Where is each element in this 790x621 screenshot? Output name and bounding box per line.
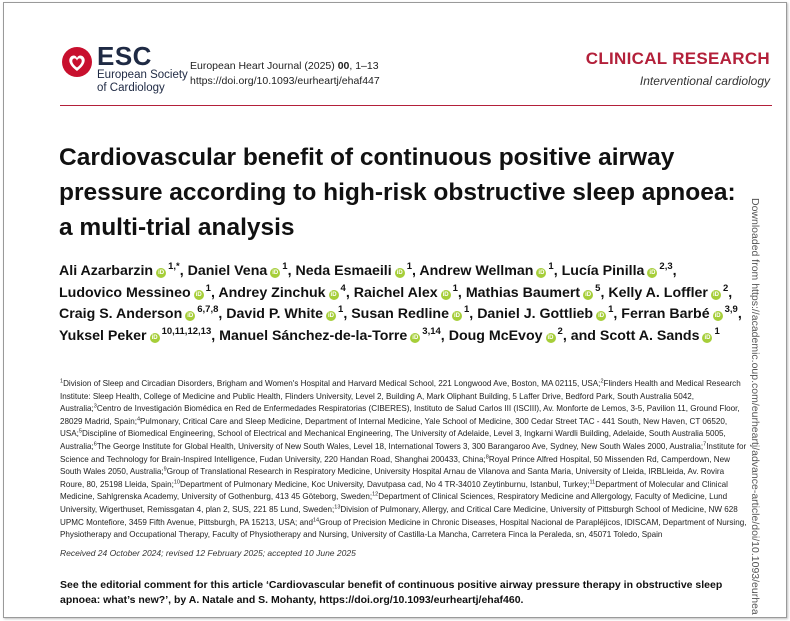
header-rule	[60, 105, 772, 106]
orcid-icon[interactable]: iD	[195, 291, 202, 298]
affiliation-number: 14	[313, 516, 320, 523]
author-affiliation-ref: 1	[714, 325, 720, 337]
author-separator: ,	[345, 284, 350, 301]
author-separator: ,	[287, 263, 292, 279]
affiliation-number: 8	[485, 453, 489, 460]
author	[562, 263, 677, 279]
orcid-icon[interactable]: iD	[412, 334, 419, 341]
author-affiliation-ref: 1	[338, 304, 344, 316]
orcid-icon[interactable]: iD	[598, 313, 605, 319]
article-section	[586, 49, 770, 88]
author-name: Daniel Vena	[187, 263, 268, 279]
section-subtype: Interventional cardiology	[639, 74, 770, 88]
orcid-icon[interactable]: iD	[453, 313, 460, 319]
author-affiliation-ref: 3,14	[422, 325, 441, 337]
affiliation-number: 11	[589, 479, 596, 486]
author-separator: ,	[737, 306, 742, 322]
author-name: David P. White	[226, 306, 324, 322]
affiliation-number: 9	[163, 466, 167, 473]
author	[295, 263, 415, 279]
author	[226, 306, 347, 322]
affiliations	[60, 378, 750, 542]
author	[608, 282, 733, 301]
author	[448, 325, 596, 344]
affiliation-number: 2	[600, 378, 604, 385]
orcid-icon[interactable]: iD	[396, 270, 403, 276]
affiliation-text: Division of Pulmonary, Allergy, and Critical Care Medicine, University of Pittsburgh School of Medicine, NW 628 UPMC Montefiore, 3459 Fifth Avenue, Pittsburgh, PA 15213, USA; and	[60, 504, 738, 527]
esc-abbr: ESC	[97, 41, 152, 71]
journal-volume: 00	[337, 60, 350, 72]
author	[59, 306, 222, 322]
author-name: Daniel J. Gottlieb	[477, 306, 594, 322]
orcid-icon[interactable]: iD	[538, 270, 545, 276]
author	[188, 263, 292, 279]
author-separator: ,	[179, 263, 184, 279]
author-name: Ludovico Messineo	[59, 284, 191, 301]
affiliation-number: 7	[703, 441, 707, 448]
affiliation-text: Centro de Investigación Biomédica en Red de Enfermedades Respiratorias (CIBERES), Instituto de Salud Carlos III (ISCIII), Av. Monforte de Lemos, 3-5, Pavilion 11, Ground Floor, 28029 Madrid, Spain;	[60, 404, 740, 426]
author-separator: ,	[553, 263, 558, 279]
affiliation-number: 4	[136, 416, 141, 423]
affiliation-text: Institute for Science and Technology for Brain-Inspired Intelligence, Fudan University, 220 Handan Road, Shanghai 200433, China;	[60, 441, 747, 464]
author-name: Craig S. Anderson	[59, 306, 183, 322]
author-affiliation-ref: 3,9	[724, 304, 738, 316]
journal-pages: , 1–13	[349, 60, 379, 72]
affiliation-text: Group of Translational Research in Respiratory Medicine, University Hospital Arnau de Vilanova and Santa Maria, University of Lleida, IRBLleida, Av. Rovira Roure, 80, 25198 Lleida, Spain;	[60, 467, 725, 489]
author-affiliation-ref: 1	[548, 261, 554, 273]
affiliation-text: Royal Prince Alfred Hospital, 50 Missenden Rd, Camperdown, New South Wales 2050, Australia;	[60, 454, 730, 477]
author-separator: ,	[343, 306, 348, 322]
author-separator: ,	[457, 284, 462, 301]
author	[59, 325, 216, 344]
author-separator: ,	[411, 263, 416, 279]
author-separator: ,	[672, 263, 677, 279]
author	[621, 306, 741, 322]
affiliation-text: Flinders Health and Medical Research Institute: Sleep Health, College of Medicine and Public Health, Flinders University, Level 2, Building A, Mark Oliphant Building, 5 Laffer Drive, Bedford Park, South Australia 5042, Australia;	[60, 379, 741, 414]
orcid-icon[interactable]: iD	[330, 291, 337, 298]
author-separator: ,	[211, 327, 216, 344]
author-affiliation-ref: 1	[406, 261, 412, 273]
esc-logo	[60, 41, 190, 105]
author-affiliation-ref: 2,3	[659, 261, 673, 273]
author-name: Ali Azarbarzin	[59, 263, 154, 279]
author-affiliation-ref: 1	[608, 304, 614, 316]
author	[599, 325, 720, 344]
author	[419, 263, 557, 279]
author	[219, 325, 445, 344]
journal-citation	[190, 59, 380, 89]
author-name: Scott A. Sands	[599, 327, 700, 344]
author-name: Susan Redline	[351, 306, 449, 322]
author-separator: ,	[440, 327, 445, 344]
author-name: Manuel Sánchez-de-la-Torre	[219, 327, 408, 344]
author	[59, 263, 184, 279]
author-name: Ferran Barbé	[621, 306, 710, 322]
affiliation-text: Discipline of Biomedical Engineering, School of Electrical and Mechanical Engineering, The University of Adelaide, Level 3, Ingkarni Wardli Building, Adelaide, South Australia 5005, Australia;	[60, 429, 726, 451]
author-name: Doug McEvoy	[448, 327, 543, 344]
affiliation-number: 10	[173, 479, 180, 486]
affiliation-number: 3	[93, 403, 97, 410]
author-name: Mathias Baumert	[465, 284, 581, 301]
affiliation-text: Department of Pulmonary Medicine, Koc University, Davutpasa cad, No 4 TR-34010 Zeytinburnu, Istanbul, Turkey;	[179, 479, 590, 489]
affiliation-text: Group of Precision Medicine in Chronic Diseases, Hospital Nacional de Parapléjicos, IDISCAM, Department of Nursing, Physiotherapy and Occupational Therapy, Faculty of Physiotherapy and Nursing, University of Castilla-La Mancha, Carretera Finca la Peraleda, sn, 45071 Toledo, Spain	[60, 517, 747, 540]
author-name: Raichel Alex	[353, 284, 438, 301]
orcid-icon[interactable]: iD	[151, 334, 158, 341]
author-name: Andrew Wellman	[419, 263, 534, 279]
page-frame	[3, 2, 787, 618]
journal-name: European Heart Journal (2025)	[190, 60, 335, 72]
author-name: Lucía Pinilla	[561, 263, 645, 279]
author-affiliation-ref: 2	[557, 325, 563, 337]
orcid-icon[interactable]: iD	[187, 313, 194, 319]
orcid-icon[interactable]: iD	[442, 291, 449, 298]
orcid-icon[interactable]: iD	[585, 291, 592, 298]
author-separator: ,	[210, 284, 215, 301]
orcid-icon[interactable]: iD	[158, 270, 165, 276]
author-affiliation-ref: 5	[595, 282, 601, 294]
author-affiliation-ref: 1	[452, 282, 458, 294]
author	[218, 282, 350, 301]
affiliation-number: 5	[78, 428, 82, 435]
orcid-icon[interactable]: iD	[712, 291, 719, 298]
orcid-icon[interactable]: iD	[704, 334, 711, 341]
affiliation-text: Department of Clinical Sciences, Respiratory Medicine and Allergology, Faculty of Medicine, Lund University, Wigerthuset, Remissgatan 4, plan 2, SUS, 221 85 Lund, Sweden;	[60, 492, 728, 514]
orcid-icon[interactable]: iD	[714, 313, 721, 319]
author-separator: ,	[218, 306, 223, 322]
article-title: Cardiovascular benefit of continuous positive airway pressure according to high-risk obstructive sleep apnoea: a multi-trial analysis	[59, 144, 736, 241]
author-separator: ,	[469, 306, 474, 322]
orcid-icon[interactable]: iD	[328, 313, 335, 319]
author-separator: , and	[562, 327, 596, 344]
orcid-icon[interactable]: iD	[272, 270, 279, 276]
author-affiliation-ref: 4	[340, 282, 346, 294]
author-list	[59, 261, 749, 347]
author-affiliation-ref: 1	[282, 261, 288, 273]
author	[353, 282, 462, 301]
author-separator: ,	[728, 284, 733, 301]
affiliation-text: Pulmonary, Critical Care and Sleep Medicine, Department of Internal Medicine, Yale School of Medicine, 300 Cedar Street TAC - 441 South, New Haven, CT 06520, USA;	[60, 416, 728, 439]
author-affiliation-ref: 6,7,8	[197, 304, 219, 316]
author-name: Andrey Zinchuk	[218, 284, 326, 301]
author-name: Kelly A. Loffler	[608, 284, 708, 301]
author-name: Yuksel Peker	[59, 327, 147, 344]
affiliation-number: 6	[93, 441, 97, 448]
author-affiliation-ref: 1	[463, 304, 470, 316]
esc-name: European Society of Cardiology	[97, 69, 188, 94]
editorial-note: See the editorial comment for this article ‘Cardiovascular benefit of continuous positive airway pressure therapy in obstructive sleep apnoea: what’s new?’, by A. Natale and S. Mohanty, https://doi.org/10.1093/eurheartj/ehaf460.	[60, 579, 723, 606]
author-affiliation-ref: 1,*	[168, 261, 180, 273]
author	[59, 282, 215, 301]
received-dates: Received 24 October 2024; revised 12 February 2025; accepted 10 June 2025	[60, 548, 356, 558]
author	[465, 282, 605, 301]
affiliation-number: 1	[60, 378, 64, 385]
affiliation-text: The George Institute for Global Health, University of New South Wales, Level 18, International Towers 3, 300 Barangaroo Ave, Sydney, New South Wales 2000, Australia;	[96, 441, 704, 451]
author-affiliation-ref: 2	[722, 282, 729, 294]
affiliation-number: 13	[334, 504, 341, 511]
affiliation-text: Department of Molecular and Clinical Medicine, Sahlgrenska Academy, University of Gothenburg, 413 45 Göteborg, Sweden;	[60, 479, 728, 502]
author-affiliation-ref: 1	[205, 282, 211, 294]
author	[477, 306, 617, 322]
heart-logo-icon	[60, 45, 94, 79]
journal-doi-link[interactable]: https://doi.org/10.1093/eurheartj/ehaf447	[190, 75, 380, 87]
orcid-icon[interactable]: iD	[649, 270, 656, 276]
section-type: CLINICAL RESEARCH	[585, 49, 770, 68]
author-separator: ,	[613, 306, 618, 322]
orcid-icon[interactable]: iD	[547, 334, 554, 341]
author-separator: ,	[600, 284, 605, 301]
author	[351, 306, 473, 322]
affiliation-number: 12	[372, 491, 379, 498]
author-name: Neda Esmaeili	[295, 263, 392, 279]
affiliation-text: Division of Sleep and Circadian Disorders, Brigham and Women's Hospital and Harvard Medical School, 221 Longwood Ave, Boston, MA 02115, USA;	[63, 379, 601, 388]
author-affiliation-ref: 10,11,12,13	[161, 325, 212, 337]
download-watermark: Downloaded from https://academic.oup.com/eurheartj/advance-article/doi/10.1093/eurhea	[749, 198, 761, 615]
